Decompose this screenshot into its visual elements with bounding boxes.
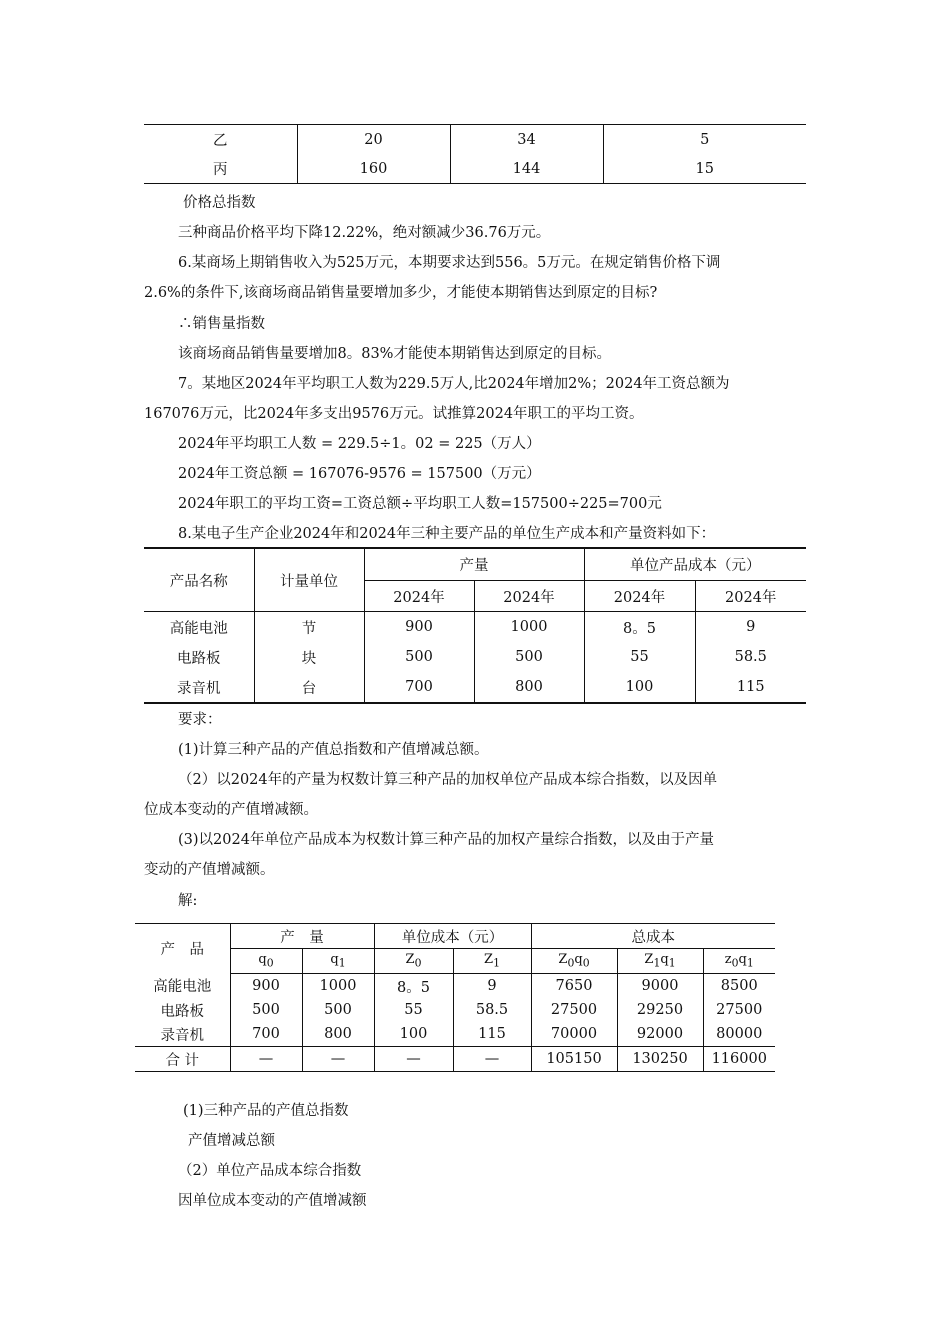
table-cell: 800	[302, 1022, 374, 1047]
paragraph: 变动的产值增减额。	[144, 862, 275, 878]
table-row	[144, 642, 806, 672]
table-total-row	[135, 1047, 775, 1072]
table-cell: 700	[230, 1022, 302, 1047]
paragraph: 7。某地区2024年平均职工人数为229.5万人,比2024年增加2%；2024年工资总额为	[178, 376, 730, 392]
paragraph: ∴销售量指数	[178, 316, 265, 332]
paragraph: 8.某电子生产企业2024年和2024年三种主要产品的单位生产成本和产量资料如下：	[178, 526, 716, 542]
solution-table	[135, 923, 775, 1072]
table-cell: 20	[297, 125, 450, 155]
table-cell: 900	[364, 612, 474, 643]
paragraph: (1)计算三种产品的产值总指数和产值增减总额。	[178, 742, 489, 758]
paragraph: （2）以2024年的产量为权数计算三种产品的加权单位产品成本综合指数，以及因单	[178, 772, 718, 788]
table-row	[144, 672, 806, 703]
table-cell: 1000	[302, 974, 374, 999]
paragraph: 价格总指数	[183, 195, 256, 211]
table-cell: 8。5	[374, 974, 453, 999]
table-cell: 高能电池	[169, 620, 228, 637]
paragraph: 2024年平均职工人数 = 229.5÷1。02 = 225（万人）	[178, 436, 541, 452]
paragraph: (1)三种产品的产值总指数	[183, 1103, 349, 1119]
table-cell: 8500	[703, 974, 775, 999]
header-unit-cost: 单位成本（元）	[374, 924, 531, 949]
symbol-z1q1: $Z_1q_1$	[617, 949, 703, 974]
paragraph: 2024年工资总额 = 167076-9576 = 157500（万元）	[178, 466, 541, 482]
paragraph: (3)以2024年单位产品成本为权数计算三种产品的加权产量综合指数，以及由于产量	[178, 832, 714, 848]
header-product: 产 品	[160, 942, 204, 959]
table-row	[135, 1022, 775, 1047]
table-cell: 电路板	[160, 1003, 204, 1020]
table-cell: 160	[297, 154, 450, 184]
table-cell: 9	[695, 612, 806, 643]
table-row	[144, 612, 806, 643]
table-cell: 100	[374, 1022, 453, 1047]
table-cell: 5	[603, 125, 806, 155]
header-year: 2024年	[474, 581, 584, 612]
table-cell: 144	[450, 154, 603, 184]
table-cell: 录音机	[177, 680, 221, 697]
symbol-q0: $q_0$	[230, 949, 302, 974]
table-row	[144, 125, 806, 155]
table-cell: —	[302, 1047, 374, 1072]
price-table-continuation	[144, 124, 806, 184]
table-cell: —	[374, 1047, 453, 1072]
table-cell: 500	[230, 998, 302, 1022]
table-cell: 115	[453, 1022, 531, 1047]
symbol-z0q0: $Z_0q_0$	[531, 949, 617, 974]
header-output: 产量	[364, 548, 584, 581]
table-cell: 900	[230, 974, 302, 999]
paragraph: 产值增减总额	[188, 1133, 275, 1149]
header-total-cost: 总成本	[531, 924, 775, 949]
table-cell: 7650	[531, 974, 617, 999]
table-cell: 55	[584, 642, 695, 672]
table-cell: 80000	[703, 1022, 775, 1047]
paragraph: 2.6%的条件下,该商场商品销售量要增加多少，才能使本期销售达到原定的目标?	[144, 285, 658, 301]
paragraph: 因单位成本变动的产值增减额	[178, 1193, 367, 1209]
table-cell: 高能电池	[153, 979, 212, 996]
paragraph: 解:	[178, 893, 198, 909]
table-cell: 92000	[617, 1022, 703, 1047]
table-cell: 100	[584, 672, 695, 703]
table-cell: —	[453, 1047, 531, 1072]
table-cell: 105150	[531, 1047, 617, 1072]
paragraph: 要求：	[178, 712, 222, 728]
header-product-name: 产品名称	[144, 548, 254, 612]
paragraph: 三种商品价格平均下降12.22%，绝对额减少36.76万元。	[178, 225, 551, 241]
header-year: 2024年	[695, 581, 806, 612]
table-cell: 27500	[531, 998, 617, 1022]
table-cell: 合 计	[135, 1047, 230, 1072]
symbol-q1: $q_1$	[302, 949, 374, 974]
header-output: 产 量	[230, 924, 374, 949]
table-header-row	[135, 949, 775, 974]
table-cell: 1000	[474, 612, 584, 643]
table-cell: 800	[474, 672, 584, 703]
table-cell: 116000	[703, 1047, 775, 1072]
table-cell: 55	[374, 998, 453, 1022]
table-cell: 8。5	[584, 612, 695, 643]
table-cell: 台	[254, 672, 364, 703]
table-cell: 58.5	[695, 642, 806, 672]
header-unit-cost: 单位产品成本（元）	[584, 548, 806, 581]
table-cell: 节	[254, 612, 364, 643]
table-cell: 15	[603, 154, 806, 184]
table-row	[135, 974, 775, 999]
table-header-row	[144, 548, 806, 581]
table-header-row	[135, 924, 775, 949]
paragraph: 位成本变动的产值增减额。	[144, 802, 318, 818]
table-cell: 乙	[213, 133, 228, 149]
symbol-z0q1: $z_0q_1$	[703, 949, 775, 974]
table-cell: 700	[364, 672, 474, 703]
table-cell: 丙	[213, 162, 228, 178]
table-cell: 块	[254, 642, 364, 672]
paragraph: （2）单位产品成本综合指数	[178, 1163, 362, 1179]
table-cell: 58.5	[453, 998, 531, 1022]
paragraph: 该商场商品销售量要增加8。83%才能使本期销售达到原定的目标。	[178, 346, 611, 362]
table-cell: 34	[450, 125, 603, 155]
paragraph: 167076万元，比2024年多支出9576万元。试推算2024年职工的平均工资。	[144, 406, 644, 422]
header-year: 2024年	[364, 581, 474, 612]
table-cell: 29250	[617, 998, 703, 1022]
table-row	[144, 154, 806, 184]
table-cell: 115	[695, 672, 806, 703]
paragraph: 6.某商场上期销售收入为525万元，本期要求达到556。5万元。在规定销售价格下调	[178, 255, 721, 271]
table-cell: 电路板	[177, 650, 221, 667]
table-cell: —	[230, 1047, 302, 1072]
paragraph: 2024年职工的平均工资=工资总额÷平均职工人数=157500÷225=700元	[178, 496, 662, 512]
table-cell: 500	[302, 998, 374, 1022]
table-row	[135, 998, 775, 1022]
table-cell: 9000	[617, 974, 703, 999]
table-cell: 130250	[617, 1047, 703, 1072]
table-cell: 录音机	[160, 1027, 204, 1044]
table-cell: 500	[364, 642, 474, 672]
table-cell: 9	[453, 974, 531, 999]
header-unit: 计量单位	[254, 548, 364, 612]
symbol-z1: $Z_1$	[453, 949, 531, 974]
table-cell: 27500	[703, 998, 775, 1022]
table-cell: 70000	[531, 1022, 617, 1047]
product-cost-table	[144, 547, 806, 704]
symbol-z0: $Z_0$	[374, 949, 453, 974]
header-year: 2024年	[584, 581, 695, 612]
table-cell: 500	[474, 642, 584, 672]
